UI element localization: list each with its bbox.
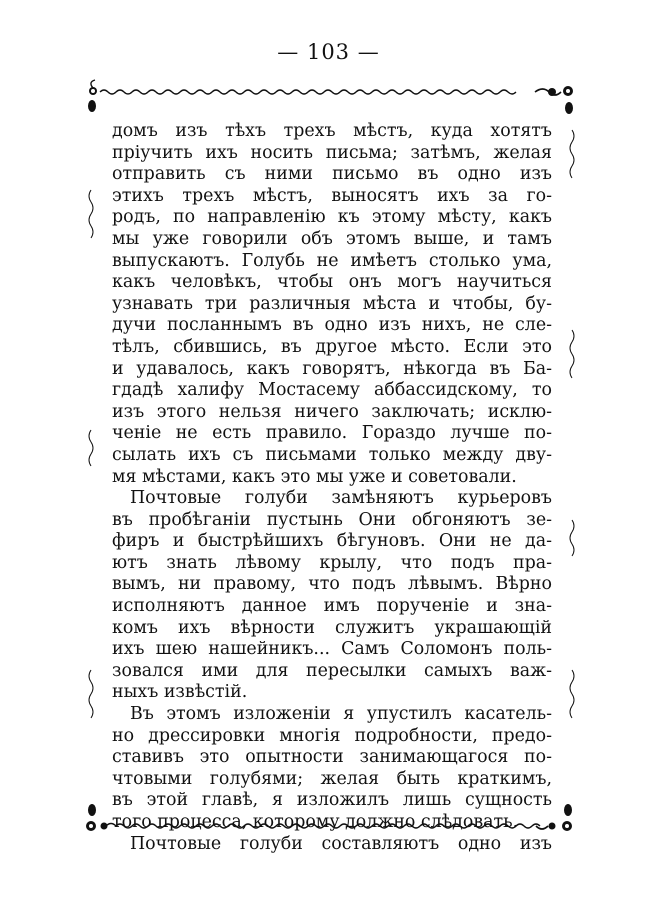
top-ornament <box>0 78 657 118</box>
text-line: ютъ знать лѣвому крылу, что подъ пра- <box>112 552 552 573</box>
bottom-wavy-rule <box>116 824 540 828</box>
text-line: но дрессировки многія подробности, предо- <box>112 725 552 746</box>
text-line: какъ человѣкъ, чтобы онъ могъ научиться <box>112 272 552 293</box>
right-border-squiggle <box>565 110 579 800</box>
text-line: ставивъ это опытности занимающагося по- <box>112 747 552 768</box>
text-line: родъ, по направленію къ этому мѣсту, какъ <box>112 207 552 228</box>
text-line: выпускаютъ. Голубь не имѣетъ столько ума, <box>112 250 552 271</box>
text-line: ныхъ извѣстій. <box>112 682 248 703</box>
text-line: вымъ, ни правому, что подъ лѣвымъ. Вѣрно <box>112 574 552 595</box>
text-line: отправить съ ними письмо въ одно изъ <box>112 164 552 185</box>
text-line: исполняютъ данное имъ порученіе и зна- <box>112 596 552 617</box>
text-line: изъ этого нельзя ничего заключать; исклю- <box>112 401 552 422</box>
text-line: чтовыми голубями; желая быть краткимъ, <box>112 768 552 789</box>
text-line: того процесса, которому должно слѣдовать. <box>112 812 519 832</box>
text-line: въ этой главѣ, я изложилъ лишь сущность <box>112 790 552 811</box>
text-line: пріучить ихъ носить письма; затѣмъ, желая <box>112 142 552 163</box>
bottom-left-flourish-icon <box>86 804 116 831</box>
page-number: — 103 — <box>277 40 380 64</box>
text-line: гдадѣ халифу Мостасему аббассидскому, то <box>112 380 552 401</box>
text-line: дучи посланнымъ въ одно изъ нихъ, не слe- <box>112 315 552 336</box>
text-line: зовался ими для пересылки самыхъ важ- <box>112 660 552 681</box>
text-line: въ пробѣганіи пустынь Они обгоняютъ зе- <box>112 509 552 530</box>
text-line: сылать ихъ съ письмами только между дву- <box>112 444 552 465</box>
text-line: ихъ шею нашейникъ... Самъ Соломонъ поль- <box>112 639 552 660</box>
text-line: этихъ трехъ мѣстъ, выносятъ ихъ за го- <box>112 185 552 206</box>
text-line: комъ ихъ вѣрности служитъ украшающій <box>112 617 552 638</box>
text-line: мы уже говорили объ этомъ выше, и тамъ <box>112 228 552 249</box>
text-line: мя мѣстами, какъ это мы уже и советовали. <box>112 466 517 487</box>
top-wavy-rule <box>100 90 516 94</box>
text-line: Почтовые голуби составляютъ одно изъ <box>130 833 552 854</box>
left-border-squiggle <box>84 110 98 800</box>
text-line: и удавалось, какъ говорятъ, нѣкогда въ Ба- <box>112 358 552 379</box>
text-line: фиръ и быстрѣйшихъ бѣгуновъ. Они не да- <box>112 531 552 552</box>
text-line: узнавать три различныя мѣста и чтобы, бу- <box>112 293 552 314</box>
bottom-ornament <box>0 802 657 842</box>
text-line: тѣлъ, сбившись, въ другое мѣсто. Если это <box>112 336 552 357</box>
text-line: ченіе не есть правило. Гораздо лучше по- <box>112 423 552 444</box>
text-line: домъ изъ тѣхъ трехъ мѣстъ, куда хотятъ <box>112 121 552 141</box>
text-line: Почтовые голуби замѣняютъ курьеровъ <box>130 488 552 509</box>
top-left-flourish-icon <box>88 80 97 112</box>
body-text <box>112 121 552 855</box>
text-line: Въ этомъ изложеніи я упустилъ касатель- <box>130 704 552 725</box>
bottom-right-flourish-icon <box>536 804 572 831</box>
